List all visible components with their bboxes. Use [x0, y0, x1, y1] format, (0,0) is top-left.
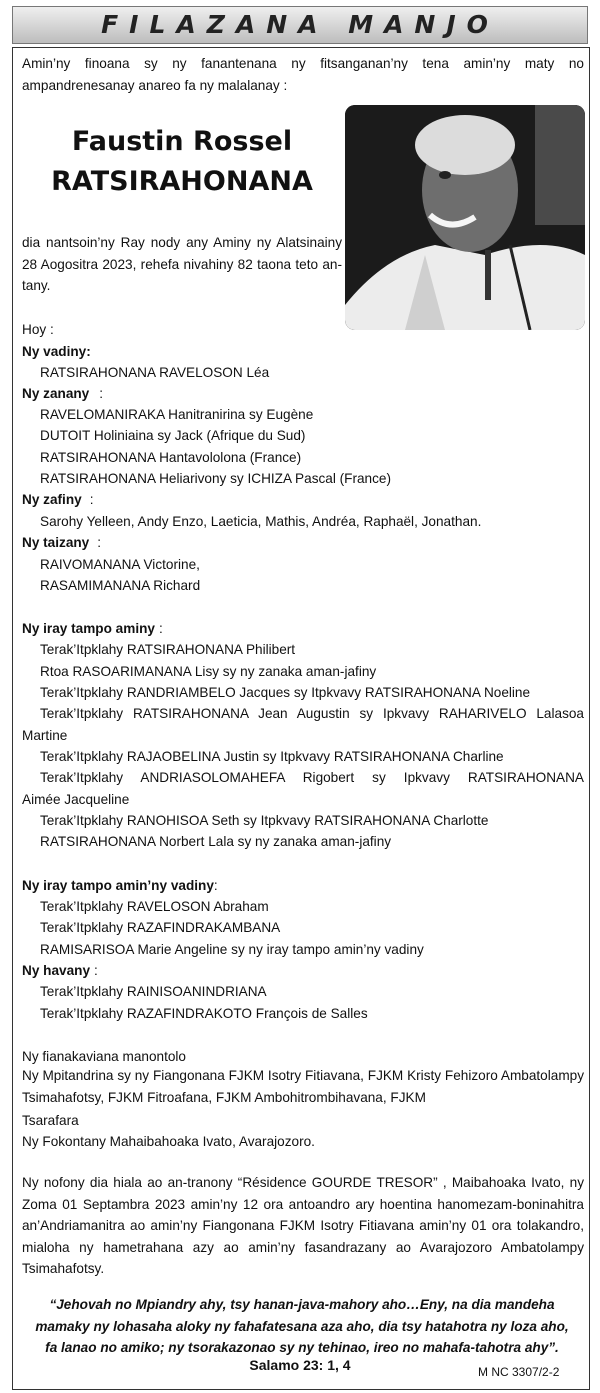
- deceased-photo: [345, 105, 585, 330]
- quote-source: Salamo 23: 1, 4: [249, 1357, 351, 1373]
- list-item: Terak’Itpklahy RATSIRAHONANA Jean Augustin sy Ipkvavy RAHARIVELO Lalasoa: [40, 706, 584, 721]
- quote-line: fa lanao no amiko; ny tsorakazonao sy ny tehinao, ireo no mahafa-tahotra ahy”.: [45, 1340, 559, 1355]
- list-item: Rtoa RASOARIMANANA Lisy sy ny zanaka aman-jafiny: [40, 664, 377, 679]
- hoy-label: Hoy :: [22, 322, 54, 337]
- list-item: Terak’Itpklahy RATSIRAHONANA Philibert: [40, 642, 296, 657]
- list-item: Terak’Itpklahy RAZAFINDRAKAMBANA: [40, 920, 281, 935]
- kin-heading: Ny havany :: [22, 963, 98, 978]
- grandchildren-heading: Ny zafiny :: [22, 492, 94, 507]
- reference-code: M NC 3307/2-2: [478, 1365, 560, 1379]
- spouse-member: RATSIRAHONANA RAVELOSON Léa: [40, 365, 270, 380]
- header-banner: [12, 6, 588, 44]
- siblings-heading: Ny taizany :: [22, 535, 102, 550]
- church-last-line: Tsarafara: [22, 1113, 79, 1128]
- funeral-paragraph: Ny nofony dia hiala ao an-tranony “Résidence GOURDE TRESOR” , Maibahoaka Ivato, ny Zoma 01 Septambra 2023 amin’ny 12 ora antoandro ary hoentina hanomezam-boninahitra an’Andriamanitra ao amin’ny Fiangonana FJKM Isotry Fitiavana amin’ny 01 ora tolakandro, mialoha ny hametrahana azy ao amin’ny fasandrazany ao Avarajozoro Ambatolampy Tsimahafotsy.: [22, 1175, 584, 1276]
- list-item: DUTOIT Holiniaina sy Jack (Afrique du Sud): [40, 428, 306, 443]
- list-item: Sarohy Yelleen, Andy Enzo, Laeticia, Mathis, Andréa, Raphaël, Jonathan.: [40, 514, 482, 529]
- deceased-name: [24, 122, 340, 202]
- page-title: FILAZANA MANJO: [101, 10, 499, 39]
- list-item: Terak’Itpklahy ANDRIASOLOMAHEFA Rigobert sy Ipkvavy RATSIRAHONANA: [40, 770, 584, 785]
- deceased-last-name: RATSIRAHONANA: [51, 166, 313, 197]
- fokontany-line: Ny Fokontany Mahaibahoaka Ivato, Avarajozoro.: [22, 1134, 315, 1149]
- relatives-heading: Ny iray tampo aminy :: [22, 621, 163, 636]
- children-heading: Ny zanany :: [22, 386, 104, 401]
- list-item: Terak’Itpklahy RAINISOANINDRIANA: [40, 984, 267, 999]
- list-item: Aimée Jacqueline: [22, 792, 130, 807]
- list-item: Martine: [22, 728, 68, 743]
- list-item: RASAMIMANANA Richard: [40, 578, 201, 593]
- list-item: RATSIRAHONANA Norbert Lala sy ny zanaka aman-jafiny: [40, 834, 392, 849]
- list-item: RAMISARISOA Marie Angeline sy ny iray tampo amin’ny vadiny: [40, 942, 424, 957]
- list-item: RAIVOMANANA Victorine,: [40, 557, 200, 572]
- list-item: RATSIRAHONANA Heliarivony sy ICHIZA Pascal (France): [40, 471, 392, 486]
- quote-line: mamaky ny lohasaha aloky ny fahafatesana aza aho, dia tsy hatahotra ny loza aho,: [35, 1318, 569, 1334]
- list-item: Terak’Itpklahy RAJAOBELINA Justin sy Itpkvavy RATSIRAHONANA Charline: [40, 749, 504, 764]
- list-item: Terak’Itpklahy RAZAFINDRAKOTO François de Salles: [40, 1006, 368, 1021]
- church-paragraph: Ny Mpitandrina sy ny Fiangonana FJKM Isotry Fitiavana, FJKM Kristy Fehizoro Ambatolampy Tsimahafotsy, FJKM Fitroafana, FJKM Ambohitrombihavana, FJKM: [22, 1068, 584, 1105]
- list-item: RATSIRAHONANA Hantavololona (France): [40, 450, 302, 465]
- list-item: Terak’Itpklahy RANDRIAMBELO Jacques sy Itpkvavy RATSIRAHONANA Noeline: [40, 685, 531, 700]
- list-item: RAVELOMANIRAKA Hanitranirina sy Eugène: [40, 407, 314, 422]
- quote-line: “Jehovah no Mpiandry ahy, tsy hanan-java-mahory aho…Eny, na dia mandeha: [49, 1297, 555, 1312]
- death-notice-text: dia nantsoin’ny Ray nody any Aminy ny Alatsinainy 28 Aogositra 2023, rehefa nivahiny 82 taona teto an-tany.: [22, 235, 342, 293]
- deceased-first-name: Faustin Rossel: [71, 126, 293, 157]
- family-line: Ny fianakaviana manontolo: [22, 1049, 186, 1064]
- spouse-heading: Ny vadiny:: [22, 344, 91, 359]
- spouse-relatives-heading: Ny iray tampo amin’ny vadiny:: [22, 878, 218, 893]
- intro-text: Amin’ny finoana sy ny fanantenana ny fitsanganan’ny tena amin’ny maty no ampandrenesanay anareo fa ny malalanay :: [22, 56, 584, 93]
- list-item: Terak’Itpklahy RAVELOSON Abraham: [40, 899, 269, 914]
- bible-quote: [22, 1294, 582, 1359]
- list-item: Terak’Itpklahy RANOHISOA Seth sy Itpkvavy RATSIRAHONANA Charlotte: [40, 813, 489, 828]
